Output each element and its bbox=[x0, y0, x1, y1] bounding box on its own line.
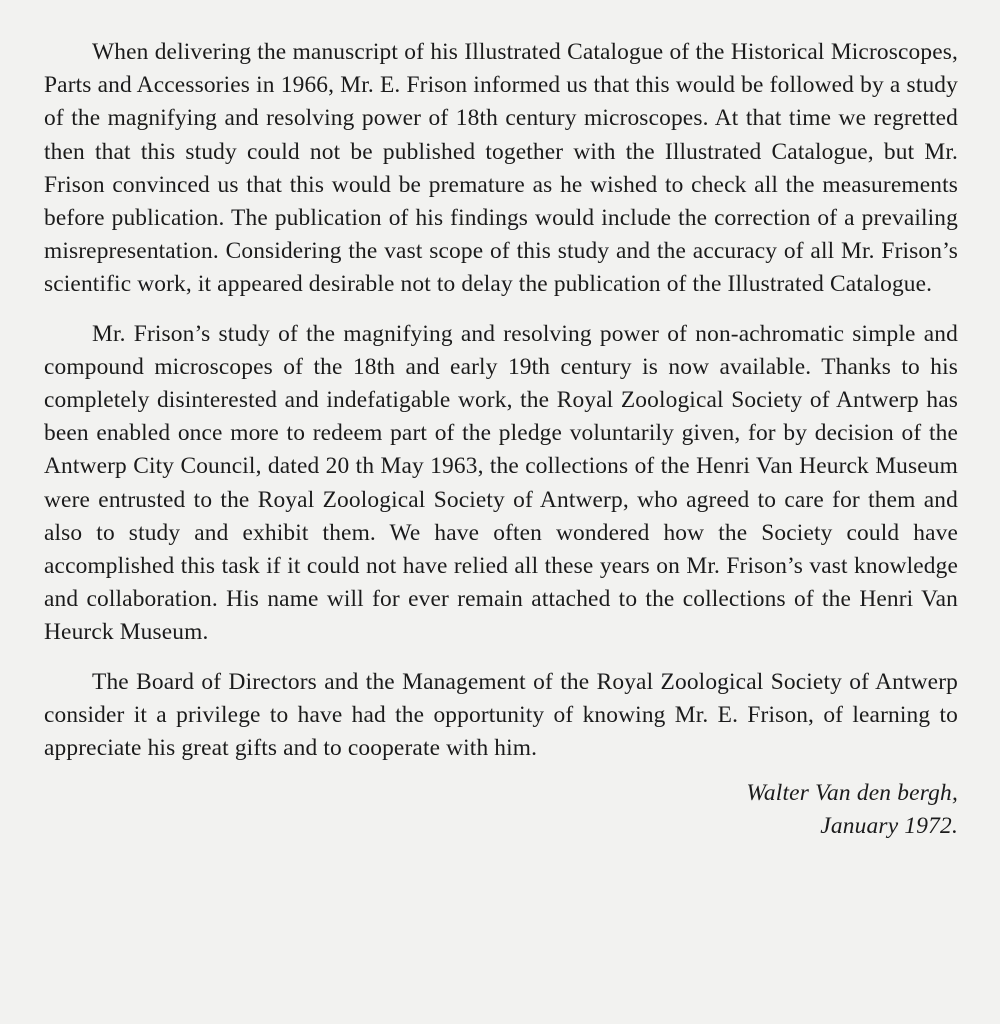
signature-date: January 1972. bbox=[820, 813, 958, 840]
paragraph-1: When delivering the manuscript of his Illustrated Catalogue of the Historical Microscopes, Parts and Accessories in 1966, Mr. E. Frison informed us that this would be followed by a study of the magnifying and resolving power of 18th century microscopes. At that time we regretted then that this study could not be published together with the Illustrated Catalogue, but Mr. Frison convinced us that this would be premature as he wished to check all the measurements before publication. The publication of his findings would include the correction of a prevailing misrepresentation. Considering the vast scope of this study and the accuracy of all Mr. Frison’s scientific work, it appeared desirable not to delay the publication of the Illustrated Catalogue. bbox=[44, 39, 958, 298]
body-text bbox=[44, 36, 958, 765]
paragraph-3: The Board of Directors and the Management of the Royal Zoological Society of Antwerp consider it a privilege to have had the opportunity of knowing Mr. E. Frison, of learning to appreciate his great gifts and to cooperate with him. bbox=[44, 668, 958, 762]
signature-name: Walter Van den bergh, bbox=[746, 780, 958, 807]
paragraph-2: Mr. Frison’s study of the magnifying and resolving power of non-achromatic simple and compound microscopes of the 18th and early 19th century is now available. Thanks to his completely disinterested and indefatigable work, the Royal Zoological Society of Antwerp has been enabled once more to redeem part of the pledge voluntarily given, for by decision of the Antwerp City Council, dated 20 th May 1963, the collections of the Henri Van Heurck Museum were entrusted to the Royal Zoological Society of Antwerp, who agreed to care for them and also to study and exhibit them. We have often wondered how the Society could have accomplished this task if it could not have relied all these years on Mr. Frison’s vast knowledge and collaboration. His name will for ever remain attached to the collections of the Henri Van Heurck Museum. bbox=[44, 320, 958, 646]
signature-block bbox=[44, 777, 958, 843]
